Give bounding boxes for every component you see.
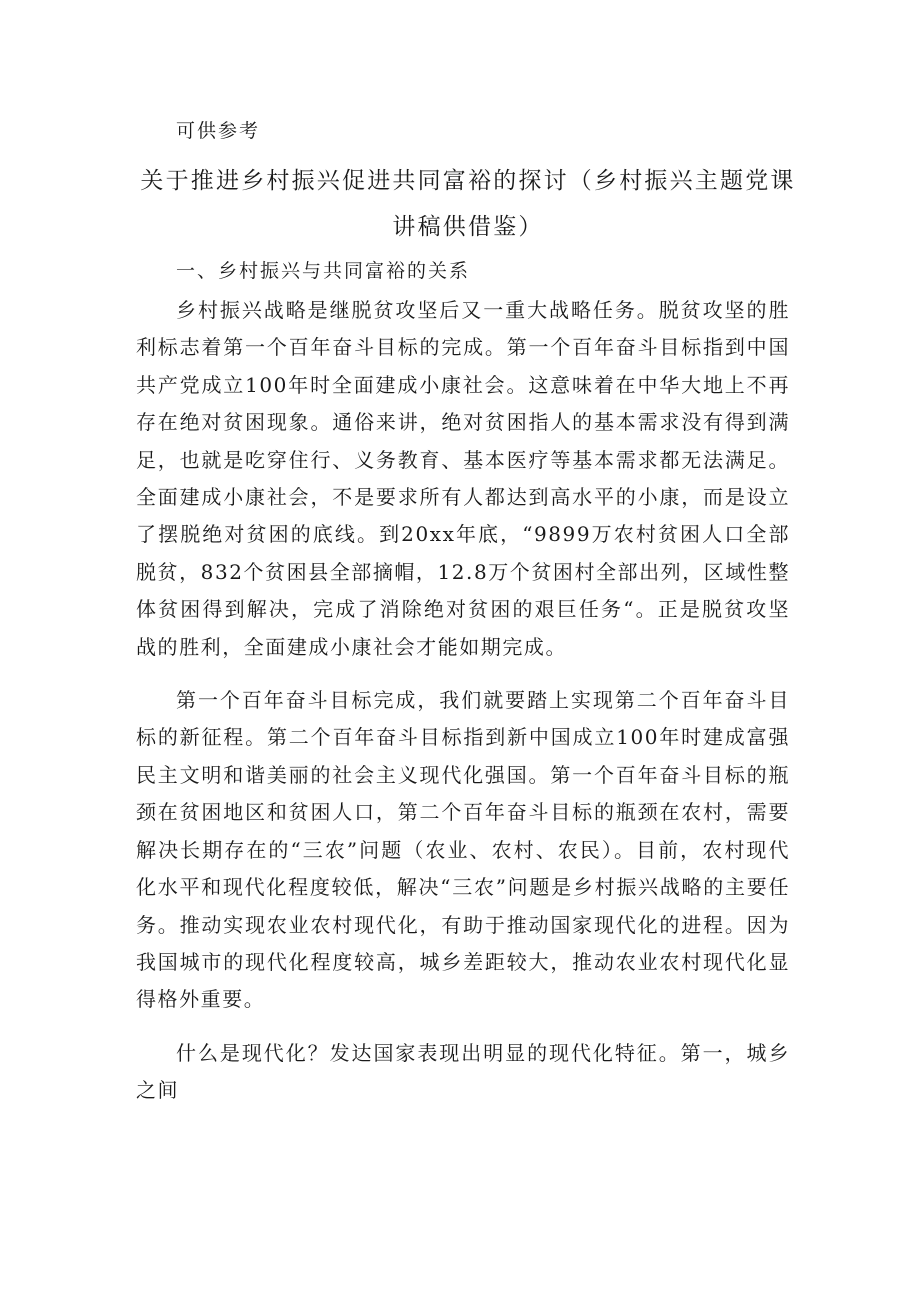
document-title: 关于推进乡村振兴促进共同富裕的探讨（乡村振兴主题党课讲稿供借鉴） [140,168,796,240]
paragraph-2: 第一个百年奋斗目标完成，我们就要踏上实现第二个百年奋斗目标的新征程。第二个百年奋斗目标指到新中国成立100年时建成富强民主文明和谐美丽的社会主义现代化强国。第一个百年奋斗目标的瓶颈在贫困地区和贫困人口，第二个百年奋斗目标的瓶颈在农村，需要解决长期存在的“三农”问题（农业、农村、农民）。目前，农村现代化水平和现代化程度较低，解决“三农”问题是乡村振兴战略的主要任务。推动实现农业农村现代化，有助于推动国家现代化的进程。因为我国城市的现代化程度较高，城乡差距较大，推动农业农村现代化显得格外重要。 [136,688,790,1012]
paragraph-3: 什么是现代化？发达国家表现出明显的现代化特征。第一，城乡之间 [136,1040,790,1103]
section-heading: 一、乡村振兴与共同富裕的关系 [176,260,471,282]
body-text [136,282,790,1110]
paragraph-1: 乡村振兴战略是继脱贫攻坚后又一重大战略任务。脱贫攻坚的胜利标志着第一个百年奋斗目标的完成。第一个百年奋斗目标指到中国共产党成立100年时全面建成小康社会。这意味着在中华大地上不再存在绝对贫困现象。通俗来讲，绝对贫困指人的基本需求没有得到满足，也就是吃穿住行、义务教育、基本医疗等基本需求都无法满足。全面建成小康社会，不是要求所有人都达到高水平的小康，而是设立了摆脱绝对贫困的底线。到20xx年底，“9899万农村贫困人口全部脱贫，832个贫困县全部摘帽，12.8万个贫困村全部出列，区域性整体贫困得到解决，完成了消除绝对贫困的艰巨任务“。正是脱贫攻坚战的胜利，全面建成小康社会才能如期完成。 [136,298,790,659]
header-note: 可供参考 [176,120,261,142]
